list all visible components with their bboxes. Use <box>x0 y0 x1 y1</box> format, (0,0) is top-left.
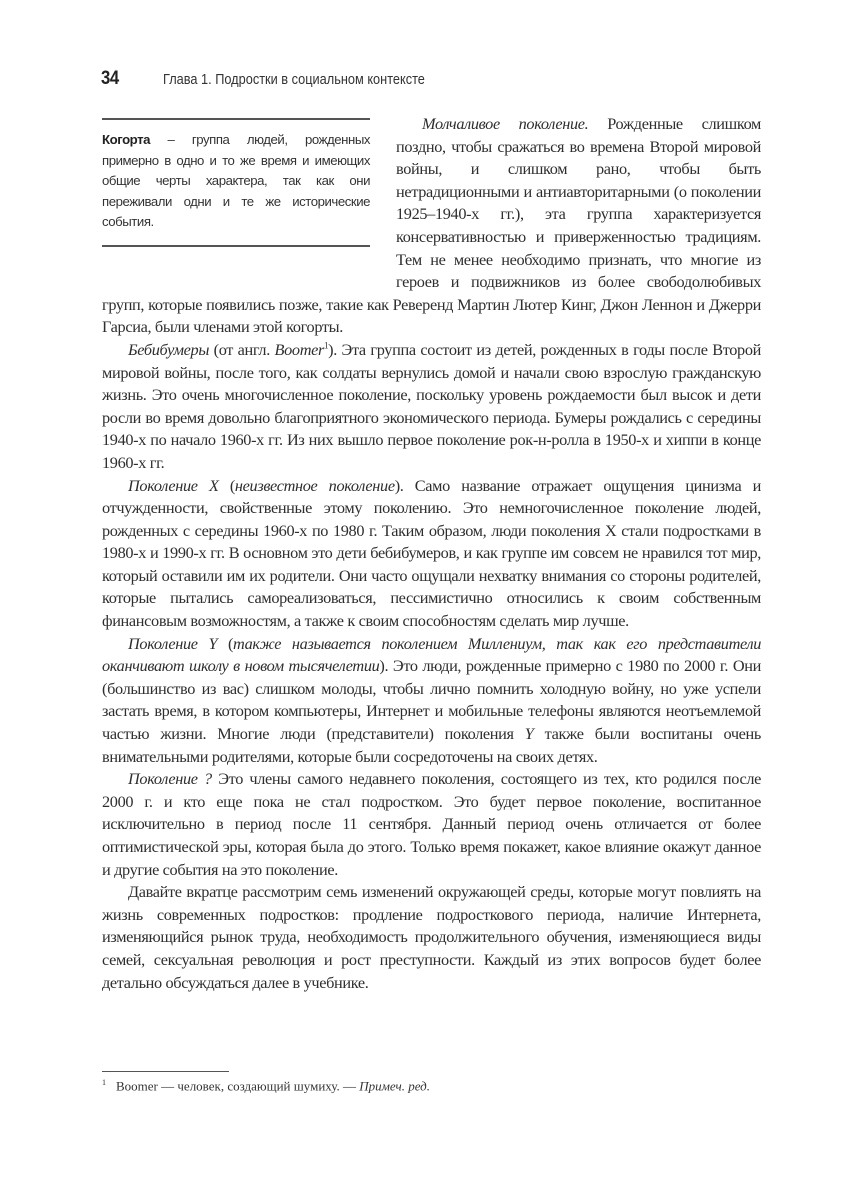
paragraph-body: ( <box>218 475 235 495</box>
paragraph-lead: Бебибумеры <box>128 339 210 359</box>
paragraph-body: ). Само название отражает ощущения цинизма и отчужденности, свойственные этому поколению. Это немногочисленное поколение людей, рожденных с середины 1960-х по 1980 г. Таким образом, люди поколения X стали подростками в 1980-х и 1990-х гг. В основном это дети бебибумеров, и как группе им совсем не нравился тот мир, который оставили им их родители. Они часто ощущали нехватку внимания со стороны родителей, которые пытались самореализоваться, пессимистично относились к своим собственным финансовым возможностям, а также к своим способностям сделать мир лучше. <box>102 475 761 631</box>
paragraph-lead: Молчаливое поколение. <box>422 114 589 133</box>
paragraph-body: ). Эта группа состоит из детей, рожденных в годы после Второй мировой войны, после того, как солдаты вернулись домой и начали свою взрослую гражданскую жизнь. Это очень многочисленное поколение, поскольку уровень рождаемости был высок и дети росли во время довольно благоприятного экономического периода. Бумеры рождались с середины 1940-х по начало 1960-х гг. Из них вышло первое поколение рок-н-ролла в 1950-х и хиппи в конце 1960-х гг. <box>102 339 761 472</box>
paragraph-body: Рожденные слишком поздно, чтобы сражаться во времена Второй мировой войны, и слишком рано, чтобы быть нетрадиционными и антиавторитарными (о поколении 1925–1940-х гг.), эта группа характеризуется консервативностью и приверженностью традициям. Тем не менее необходимо признать, что многие из героев и подвижников из более свободолюбивых групп, которые появились позже, такие как Реверенд Мартин Лютер Кинг, Джон Леннон и Джерри Гарсиа, были членами этой когорты. <box>102 114 761 337</box>
paragraph-body: ). Это люди, рожденные примерно с 1980 по 2000 г. Они (большинство из вас) слишком молоды, чтобы лично помнить холодную войну, но уже успели застать время, в котором компьютеры, Интернет и мобильные телефоны являются неотъемлемой частью жизни. Многие люди (представители) поколения <box>102 656 761 744</box>
definition-term: Когорта <box>102 132 151 147</box>
paragraph-summary <box>102 881 761 994</box>
paragraph-lead: Поколение Y <box>128 633 218 653</box>
footnote-divider <box>102 1071 229 1072</box>
page-number: 34 <box>101 68 119 89</box>
paragraph-lead: Поколение ? <box>128 769 212 789</box>
paragraph-body: (от англ. <box>209 339 275 359</box>
paragraph-body: Это члены самого недавнего поколения, состоящего из тех, кто родился после 2000 г. и кто еще пока не стал подростком. Это будет первое поколение, воспитанное исключительно в период после 11 сентября. Данный период очень отличается от более оптимистической эры, которая была до этого. Только время покажет, какое влияние окажут данное и другие события на это поколение. <box>102 769 761 879</box>
footnote-reference[interactable]: 1 <box>323 340 329 351</box>
paragraph-generation-x <box>102 475 761 633</box>
footnote <box>102 1078 430 1094</box>
paragraph-generation-unknown <box>102 768 761 881</box>
paragraph-baby-boomers <box>102 339 761 475</box>
alternate-name: неизвестное поколение <box>234 475 395 495</box>
paragraph-body: также были воспитаны очень внимательными родителями, которые были сосредоточены на своих детях. <box>102 724 761 766</box>
paragraph-generation-y <box>102 633 761 769</box>
footnote-text: Boomer — человек, создающий шумиху. — <box>116 1078 360 1094</box>
paragraph-lead: Поколение X <box>128 475 219 495</box>
sidebar-spacer <box>102 113 396 279</box>
page-header <box>101 68 461 94</box>
footnote-editor-note: Примеч. ред. <box>359 1078 431 1094</box>
running-head: Глава 1. Подростки в социальном контексте <box>163 72 425 88</box>
alternate-name: также называется поколением Миллениум, так как его представители оканчивают школу в новом тысячелетии <box>102 633 761 676</box>
generation-letter: Y <box>524 724 534 744</box>
definition-body: – группа людей, рожденных примерно в одно и то же время и имеющих общие черты характера, так как они переживали одни и те же исторические события. <box>102 132 370 229</box>
paragraph-body: ( <box>217 633 234 653</box>
paragraph-body: Давайте вкратце рассмотрим семь изменений окружающей среды, которые могут повлиять на жизнь современных подростков: продление подросткового периода, наличие Интернета, изменяющийся рынок труда, необходимость продолжительного обучения, изменяющиеся виды семей, сексуальная революция и рост преступности. Каждый из этих вопросов будет более детально обсуждаться далее в учебнике. <box>102 882 761 992</box>
footnote-mark: 1 <box>102 1078 106 1087</box>
english-term: Boomer <box>274 339 324 359</box>
main-text <box>102 113 761 994</box>
